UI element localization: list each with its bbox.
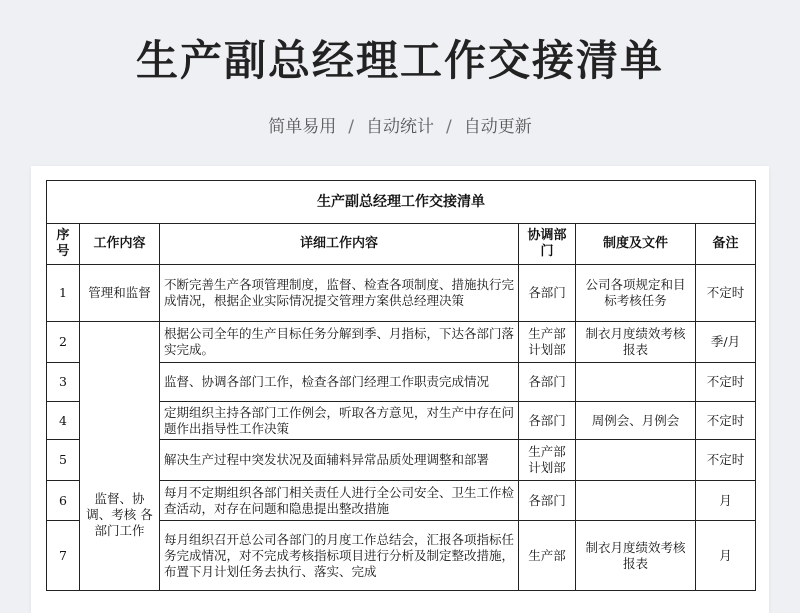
- row-number: 7: [47, 521, 80, 591]
- row-number: 4: [47, 402, 80, 440]
- documents: [576, 363, 696, 402]
- row-number: 2: [47, 322, 80, 363]
- remark: 不定时: [696, 363, 756, 402]
- work-detail: 定期组织主持各部门工作例会，听取各方意见，对生产中存在问题作出指导性工作决策: [160, 402, 519, 440]
- subtitle-item: 自动更新: [463, 117, 532, 137]
- coordinating-dept: 生产部计划部: [519, 440, 576, 481]
- documents: 周例会、月例会: [576, 402, 696, 440]
- header-cell: 制度及文件: [576, 224, 696, 265]
- work-detail: 每月不定期组织各部门相关责任人进行全公司安全、卫生工作检查活动，对存在问题和隐患提出整改措施: [160, 481, 519, 521]
- remark: 不定时: [696, 265, 756, 322]
- documents: 公司各项规定和目标考核任务: [576, 265, 696, 322]
- row-number: 6: [47, 481, 80, 521]
- row-number: 3: [47, 363, 80, 402]
- work-detail: 根据公司全年的生产目标任务分解到季、月指标，下达各部门落实完成。: [160, 322, 519, 363]
- page-subtitle: [0, 112, 800, 137]
- work-detail: 解决生产过程中突发状况及面辅料异常品质处理调整和部署: [160, 440, 519, 481]
- coordinating-dept: 各部门: [519, 265, 576, 322]
- remark: 月: [696, 481, 756, 521]
- document-card: [31, 166, 769, 613]
- work-content: 管理和监督: [80, 265, 160, 322]
- header-cell: 协调部门: [519, 224, 576, 265]
- table-header-row: [47, 224, 756, 265]
- page-title: 生产副总经理工作交接清单: [135, 36, 664, 85]
- subtitle-item: 简单易用: [268, 117, 337, 137]
- remark: 月: [696, 521, 756, 591]
- row-number: 5: [47, 440, 80, 481]
- header-cell: 序号: [47, 224, 80, 265]
- documents: [576, 481, 696, 521]
- group-work-content: 监督、协调、考核 各部门工作: [80, 322, 160, 591]
- subtitle-separator: /: [446, 117, 452, 137]
- header-cell: 详细工作内容: [160, 224, 519, 265]
- documents: 制衣月度绩效考核报表: [576, 322, 696, 363]
- coordinating-dept: 各部门: [519, 481, 576, 521]
- coordinating-dept: 各部门: [519, 402, 576, 440]
- subtitle-separator: /: [348, 117, 354, 137]
- handover-table: [46, 180, 756, 591]
- row-number: 1: [47, 265, 80, 322]
- work-detail: 不断完善生产各项管理制度，监督、检查各项制度、措施执行完成情况，根据企业实际情况提交管理方案供总经理决策: [160, 265, 519, 322]
- header-cell: 工作内容: [80, 224, 160, 265]
- documents: 制衣月度绩效考核报表: [576, 521, 696, 591]
- remark: 不定时: [696, 440, 756, 481]
- header-cell: 备注: [696, 224, 756, 265]
- remark: 不定时: [696, 402, 756, 440]
- table-row: [47, 265, 756, 322]
- work-detail: 每月组织召开总公司各部门的月度工作总结会，汇报各项指标任务完成情况，对不完成考核指标项目进行分析及制定整改措施，布置下月计划任务去执行、落实、完成: [160, 521, 519, 591]
- coordinating-dept: 生产部计划部: [519, 322, 576, 363]
- coordinating-dept: 生产部: [519, 521, 576, 591]
- work-detail: 监督、协调各部门工作，检查各部门经理工作职责完成情况: [160, 363, 519, 402]
- coordinating-dept: 各部门: [519, 363, 576, 402]
- remark: 季/月: [696, 322, 756, 363]
- subtitle-item: 自动统计: [366, 117, 434, 137]
- table-row: [47, 322, 756, 363]
- table-title: 生产副总经理工作交接清单: [47, 181, 756, 224]
- documents: [576, 440, 696, 481]
